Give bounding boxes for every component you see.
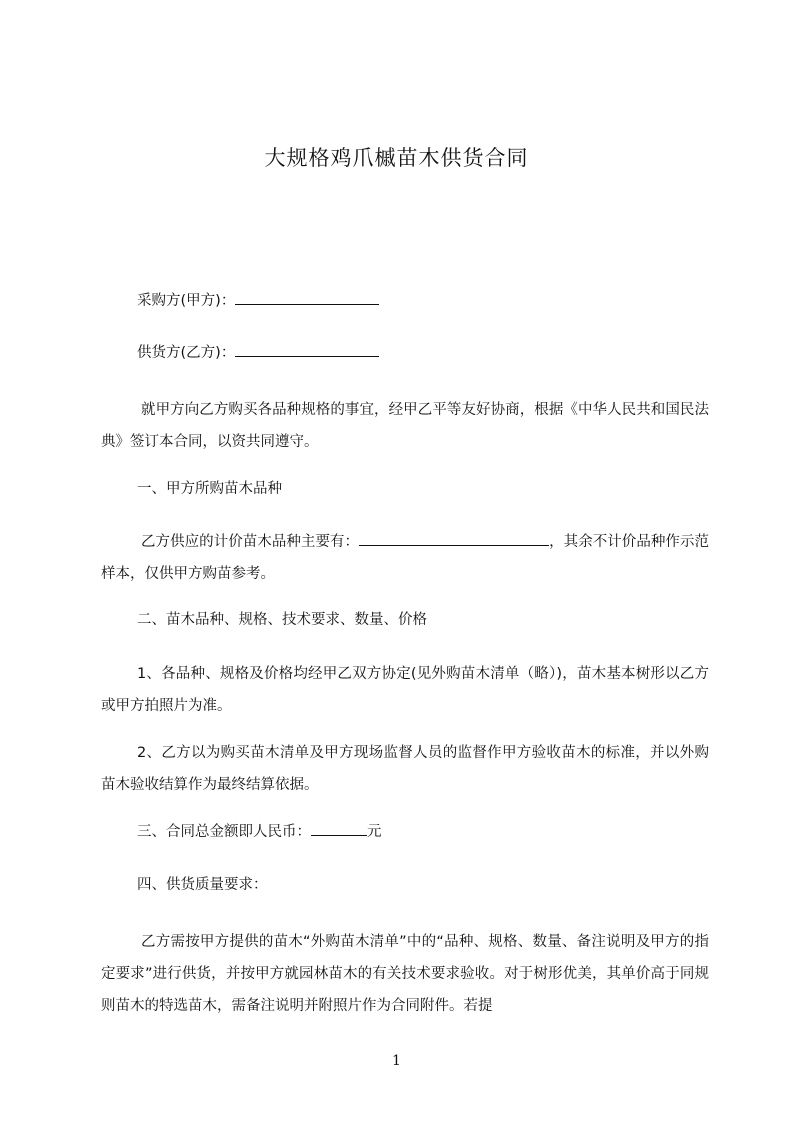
section1-paragraph xyxy=(101,526,709,590)
section2-item1: 1、各品种、规格及价格均经甲乙双方协定(见外购苗木清单（略）)，苗木基本树形以乙方或甲方拍照片为准。 xyxy=(101,666,709,714)
party-a-label: 采购方(甲方)： xyxy=(137,293,236,309)
section1-text-before: 乙方供应的计价苗木品种主要有： xyxy=(141,534,360,550)
section3-line xyxy=(101,817,745,848)
party-a-blank xyxy=(235,290,379,305)
party-b-label: 供货方(乙方)： xyxy=(137,345,236,361)
document-title: 大规格鸡爪槭苗木供货合同 xyxy=(264,146,529,170)
party-a-line xyxy=(101,286,745,317)
section3-unit: 元 xyxy=(367,824,382,840)
section4-paragraph: 乙方需按甲方提供的苗木“外购苗木清单”中的“品种、规格、数量、备注说明及甲方的指定要求”进行供货，并按甲方就园林苗木的有关技术要求验收。对于树形优美，其单价高于同规则苗木的特选苗木，需备注说明并附照片作为合同附件。若提 xyxy=(101,934,709,1014)
section2-item2: 2、乙方以为购买苗木清单及甲方现场监督人员的监督作甲方验收苗木的标准，并以外购苗木验收结算作为最终结算依据。 xyxy=(101,745,709,793)
section1-heading: 一、甲方所购苗木品种 xyxy=(137,481,282,497)
intro-paragraph: 就甲方向乙方购买各品种规格的事宜，经甲乙平等友好协商，根据《中华人民共和国民法典》签订本合同，以资共同遵守。 xyxy=(101,402,709,450)
section2-heading: 二、苗木品种、规格、技术要求、数量、价格 xyxy=(137,612,427,628)
section1-text-after: ，其余不计价品种作示范样本，仅供甲方购苗参考。 xyxy=(101,534,710,582)
page-number: 1 xyxy=(392,1053,401,1069)
section1-blank xyxy=(359,531,549,546)
party-b-blank xyxy=(235,342,379,357)
section4-heading: 四、供货质量要求： xyxy=(137,877,268,893)
party-b-line xyxy=(101,338,745,369)
section3-amount-blank xyxy=(311,821,367,836)
section3-label: 三、合同总金额即人民币： xyxy=(137,824,311,840)
